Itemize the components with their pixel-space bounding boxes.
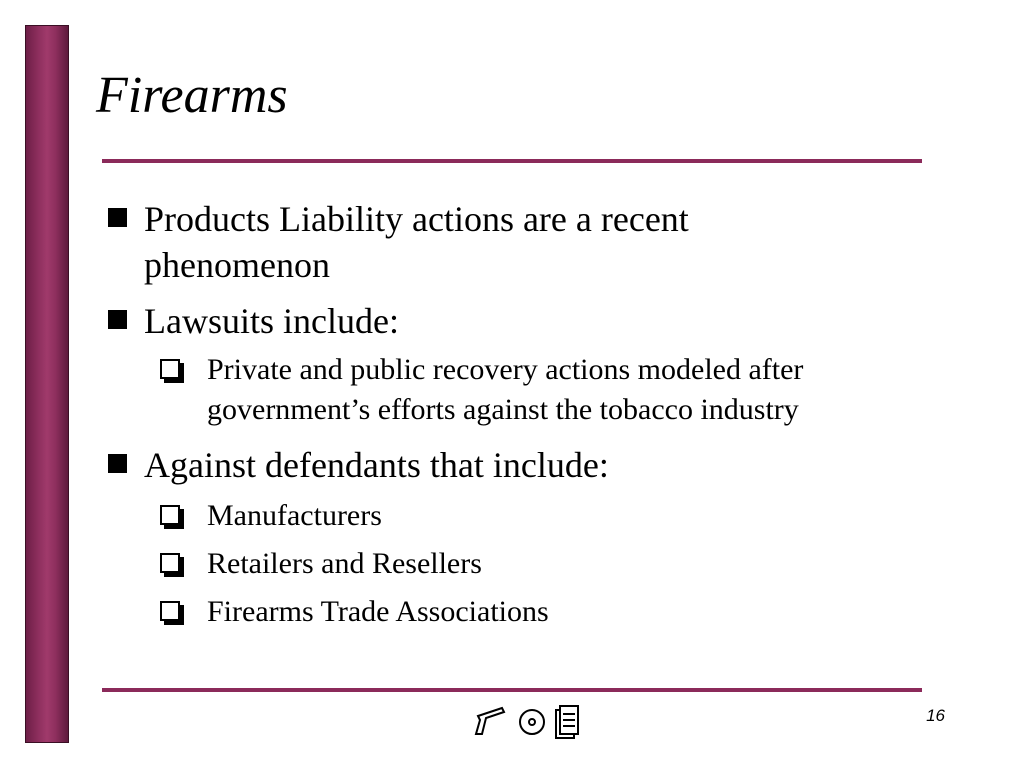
checkbox-bullet-icon xyxy=(160,359,180,379)
top-divider xyxy=(102,159,922,163)
side-decorative-bar xyxy=(25,25,69,743)
square-bullet-icon xyxy=(108,310,127,329)
bottom-divider xyxy=(102,688,922,692)
checkbox-bullet-icon xyxy=(160,505,180,525)
checkbox-bullet-icon xyxy=(160,553,180,573)
gun-cd-book-icon xyxy=(474,702,582,742)
bullet-text: Against defendants that include: xyxy=(144,445,609,485)
square-bullet-icon xyxy=(108,454,127,473)
bullet-text: Lawsuits include: xyxy=(144,301,399,341)
bullet-text: Products Liability actions are a recent phenomenon xyxy=(144,199,689,285)
sub-bullet-text: Private and public recovery actions modeled after government’s efforts against the tobacco industry xyxy=(207,353,804,426)
page-number: 16 xyxy=(926,706,945,725)
sub-bullet-text: Manufacturers xyxy=(207,499,382,532)
square-bullet-icon xyxy=(108,208,127,227)
sub-bullet-text: Firearms Trade Associations xyxy=(207,595,549,628)
sub-bullet-text: Retailers and Resellers xyxy=(207,547,482,580)
checkbox-bullet-icon xyxy=(160,601,180,621)
slide-title: Firearms xyxy=(96,67,288,124)
